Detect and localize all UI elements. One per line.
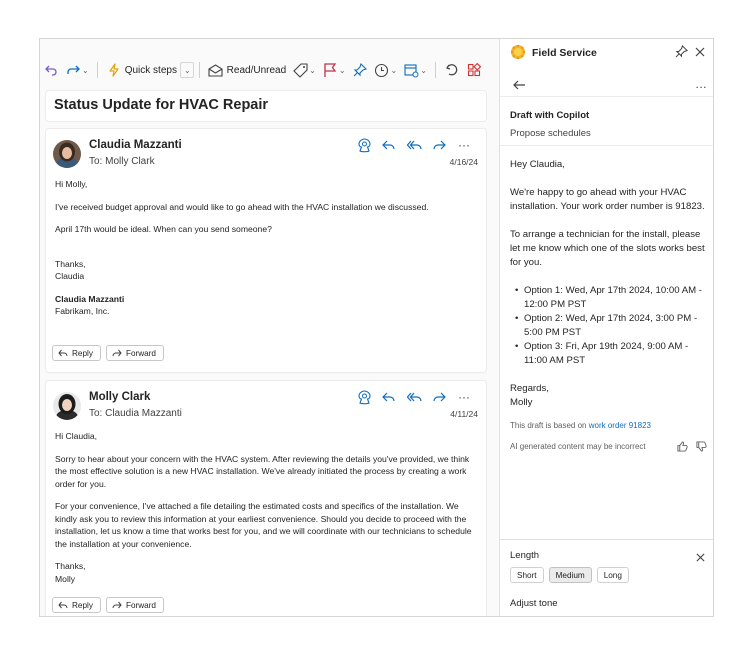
undo-action-button[interactable] xyxy=(441,59,463,81)
draft-title: Draft with Copilot xyxy=(510,110,590,121)
close-pane-button[interactable] xyxy=(694,45,708,59)
length-label: Length xyxy=(510,550,540,561)
draft-greeting: Hey Claudia, xyxy=(510,159,565,170)
envelope-open-icon xyxy=(208,62,224,78)
body-paragraph: I've received budget approval and would like to go ahead with the HVAC installation we discussed. xyxy=(55,201,429,212)
adjust-tone-label: Adjust tone xyxy=(510,598,558,609)
message-body xyxy=(55,178,476,318)
body-greeting: Hi Molly, xyxy=(55,179,88,189)
draft-subtitle: Propose schedules xyxy=(510,128,591,139)
forward-button[interactable] xyxy=(106,597,164,613)
sender-name[interactable]: Claudia Mazzanti xyxy=(89,139,182,151)
forward-icon-button[interactable] xyxy=(431,137,447,153)
length-long-button[interactable]: Long xyxy=(597,567,629,583)
body-paragraph: Sorry to hear about your concern with the HVAC system. After reviewing the details you've provided, we think the most effective solution is a new HVAC installation. We've already initiated the process by creating a work order for you. xyxy=(55,453,470,489)
more-options-icon[interactable]: ··· xyxy=(458,138,470,152)
signature-name: Claudia Mazzanti xyxy=(55,293,125,304)
reply-icon xyxy=(382,139,396,151)
thumbs-down-icon xyxy=(696,441,707,452)
reply-icon-button[interactable] xyxy=(381,389,397,405)
app-window xyxy=(39,38,714,617)
forward-icon xyxy=(112,601,122,609)
forward-icon xyxy=(432,139,446,151)
email-subject: Status Update for HVAC Repair xyxy=(54,97,269,113)
pin-pane-button[interactable] xyxy=(675,45,689,59)
recipient-line: To: Molly Clark xyxy=(89,156,155,167)
chevron-down-icon: ⌄ xyxy=(309,65,316,75)
more-options-icon[interactable]: ··· xyxy=(458,390,470,404)
copilot-button[interactable] xyxy=(356,389,372,405)
reply-all-icon-button[interactable] xyxy=(406,389,422,405)
forward-icon xyxy=(112,349,122,357)
redo-button[interactable] xyxy=(62,59,92,81)
ai-disclaimer: AI generated content may be incorrect xyxy=(510,442,646,451)
pane-header xyxy=(500,39,714,67)
message-buttons xyxy=(52,345,164,361)
calendar-move-icon xyxy=(403,62,419,78)
apps-icon xyxy=(466,62,482,78)
pane-nav xyxy=(500,75,714,97)
apps-button[interactable] xyxy=(463,59,485,81)
forward-label: Forward xyxy=(125,600,156,610)
field-service-pane xyxy=(499,39,714,617)
reply-all-icon xyxy=(407,391,422,403)
email-message[interactable] xyxy=(46,381,486,617)
recipient-line: To: Claudia Mazzanti xyxy=(89,408,182,419)
forward-button[interactable] xyxy=(106,345,164,361)
signature-company: Fabrikam, Inc. xyxy=(55,306,110,316)
read-unread-button[interactable] xyxy=(205,59,289,81)
tag-icon xyxy=(292,62,308,78)
thumbs-up-button[interactable] xyxy=(677,439,688,457)
chevron-down-icon: ⌄ xyxy=(390,65,398,75)
reply-button[interactable] xyxy=(52,597,101,613)
avatar[interactable] xyxy=(53,392,81,420)
back-button[interactable] xyxy=(512,78,526,92)
work-order-link[interactable]: work order 91823 xyxy=(588,421,651,430)
divider xyxy=(500,539,714,540)
forward-label: Forward xyxy=(125,348,156,358)
close-icon xyxy=(694,46,706,58)
body-thanks-name: Claudia xyxy=(55,271,85,281)
toolbar xyxy=(40,57,498,83)
chevron-down-icon: ⌄ xyxy=(338,65,346,75)
toolbar-divider xyxy=(97,62,98,78)
rules-button[interactable] xyxy=(400,59,430,81)
email-message[interactable] xyxy=(46,129,486,372)
copilot-button[interactable] xyxy=(356,137,372,153)
copilot-icon xyxy=(357,390,372,405)
body-paragraph: April 17th would be ideal. When can you send someone? xyxy=(55,224,272,234)
more-options-icon[interactable]: ... xyxy=(695,77,707,91)
length-medium-button[interactable]: Medium xyxy=(549,567,592,583)
quick-steps-dropdown[interactable] xyxy=(180,62,194,78)
draft-basis xyxy=(510,421,651,430)
reply-all-icon xyxy=(407,139,422,151)
reply-icon-button[interactable] xyxy=(381,137,397,153)
schedule-options xyxy=(510,284,710,368)
body-thanks: Thanks, xyxy=(55,258,86,269)
flag-icon xyxy=(322,62,338,78)
chevron-down-icon: ⌄ xyxy=(420,65,427,75)
flag-button[interactable] xyxy=(319,59,349,81)
field-service-logo-icon xyxy=(510,44,526,60)
schedule-option: • Option 2: Wed, Apr 17th 2024, 3:00 PM - 5:00 PM PST xyxy=(510,312,710,340)
draft-paragraph: To arrange a technician for the install, please let me know which one of the slots works best for you. xyxy=(510,229,705,268)
copilot-icon xyxy=(357,138,372,153)
feedback-buttons xyxy=(677,439,707,457)
reply-icon xyxy=(382,391,396,403)
draft-content xyxy=(510,158,710,410)
forward-icon xyxy=(432,391,446,403)
reading-pane xyxy=(40,39,498,617)
back-arrow-icon xyxy=(512,78,526,92)
pin-icon xyxy=(675,45,688,58)
message-buttons xyxy=(52,597,164,613)
reply-label: Reply xyxy=(72,600,93,610)
message-date: 4/11/24 xyxy=(450,409,478,419)
reply-label: Reply xyxy=(72,348,93,358)
reply-all-icon-button[interactable] xyxy=(406,137,422,153)
length-options xyxy=(510,567,629,583)
forward-icon-button[interactable] xyxy=(431,389,447,405)
body-paragraph: For your convenience, I've attached a file detailing the estimated costs and specifics of the installation. We kindly ask you to review this information at your earliest convenience. Should you decide to proceed with the installation, let us know a time that works best for you, and we will coordinate with our technicians to schedule the installation at your convenience. xyxy=(55,501,472,549)
toolbar-divider xyxy=(435,62,436,78)
clock-icon xyxy=(374,62,390,78)
lightning-icon xyxy=(106,62,122,78)
redo-arrow-icon xyxy=(65,62,81,78)
divider xyxy=(500,145,714,146)
avatar[interactable] xyxy=(53,140,81,168)
quick-steps-label: Quick steps xyxy=(124,64,177,76)
body-thanks-name: Molly xyxy=(55,573,76,584)
reply-button[interactable] xyxy=(52,345,101,361)
undo-icon xyxy=(444,62,460,78)
schedule-option: • Option 3: Fri, Apr 19th 2024, 9:00 AM - 11:00 AM PST xyxy=(510,340,710,368)
draft-regards: Regards, xyxy=(510,383,549,394)
chevron-down-icon: ⌄ xyxy=(82,65,89,75)
schedule-option: • Option 1: Wed, Apr 17th 2024, 10:00 AM - 12:00 PM PST xyxy=(510,284,710,312)
close-icon xyxy=(695,552,706,563)
read-unread-label: Read/Unread xyxy=(226,64,287,76)
reply-icon xyxy=(58,601,68,609)
thumbs-down-button[interactable] xyxy=(696,439,707,457)
categorize-button[interactable] xyxy=(289,59,319,81)
draft-basis-prefix: This draft is based on xyxy=(510,421,589,430)
pin-icon xyxy=(352,62,368,78)
message-body xyxy=(55,430,476,585)
body-greeting: Hi Claudia, xyxy=(55,431,98,441)
length-short-button[interactable]: Short xyxy=(510,567,544,583)
toolbar-divider xyxy=(199,62,200,78)
pane-title: Field Service xyxy=(532,47,597,59)
message-actions xyxy=(356,389,472,405)
chevron-down-icon: ⌄ xyxy=(183,65,191,75)
subject-header xyxy=(46,91,486,121)
close-options-button[interactable] xyxy=(695,550,707,562)
message-actions xyxy=(356,137,472,153)
message-date: 4/16/24 xyxy=(449,157,478,167)
draft-signoff-name: Molly xyxy=(510,397,533,408)
draft-paragraph: We're happy to go ahead with your HVAC installation. Your work order number is 91823. xyxy=(510,187,705,212)
snooze-button[interactable] xyxy=(371,59,401,81)
pin-button[interactable] xyxy=(349,59,371,81)
body-thanks: Thanks, xyxy=(55,561,86,571)
quick-steps-button[interactable] xyxy=(103,59,180,81)
undo-button[interactable] xyxy=(40,59,62,81)
reply-icon xyxy=(58,349,68,357)
sender-name[interactable]: Molly Clark xyxy=(89,391,151,403)
undo-arrow-icon xyxy=(43,62,59,78)
thumbs-up-icon xyxy=(677,441,688,452)
